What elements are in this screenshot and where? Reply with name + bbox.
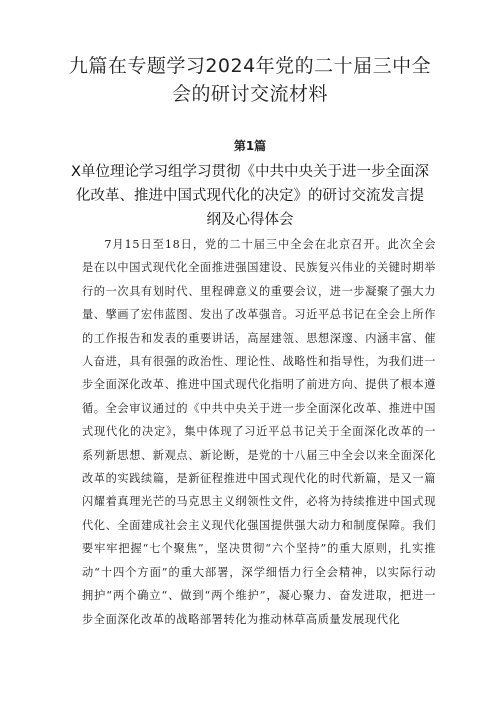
- body-paragraph: 7月15日至18日，党的二十届三中全会在北京召开。此次全会是在以中国式现代化全面推进强国建设、民族复兴伟业的关键时期举行的一次具有划时代、里程碑意义的重要会议，进一步凝聚了强大力量、擘画了宏伟蓝图、发出了改革强音。习近平总书记在全会上所作的工作报告和发表的重要讲话，高屋建瓴、思想深邃、内涵丰富、催人奋进，具有很强的政治性、理论性、战略性和指导性，为我们进一步全面深化改革、推进中国式现代化指明了前进方向、提供了根本遵循。全会审议通过的《中共中央关于进一步全面深化改革、推进中国式现代化的决定》，集中体现了习近平总书记关于全面深化改革的一系列新思想、新观点、新论断，是党的十八届三中全会以来全面深化改革的实践续篇，是新征程推进中国式现代化的时代新篇，是又一篇闪耀着真理光芒的马克思主义纲领性文件，必将为持续推进中国式现代化、全面建成社会主义现代化强国提供强大动力和制度保障。我们要牢牢把握“七个聚焦”，坚决贯彻“六个坚持”的重大原则，扎实推动“十四个方面”的重大部署，深学细悟力行全会精神，以实际行动拥护“两个确立“、做到“两个维护”，凝心聚力、奋发进取，把进一步全面深化改革的战略部署转化为推动林草高质量发展现代化: [82, 238, 436, 626]
- article-title: X单位理论学习组学习贯彻《中共中央关于进一步全面深化改革、推进中国式现代化的决定》的研讨交流发言提纲及心得体会: [71, 164, 429, 228]
- section-number: 第1篇: [233, 139, 267, 153]
- document-title: 九篇在专题学习2024年党的二十届三中全会的研讨交流材料: [68, 55, 432, 105]
